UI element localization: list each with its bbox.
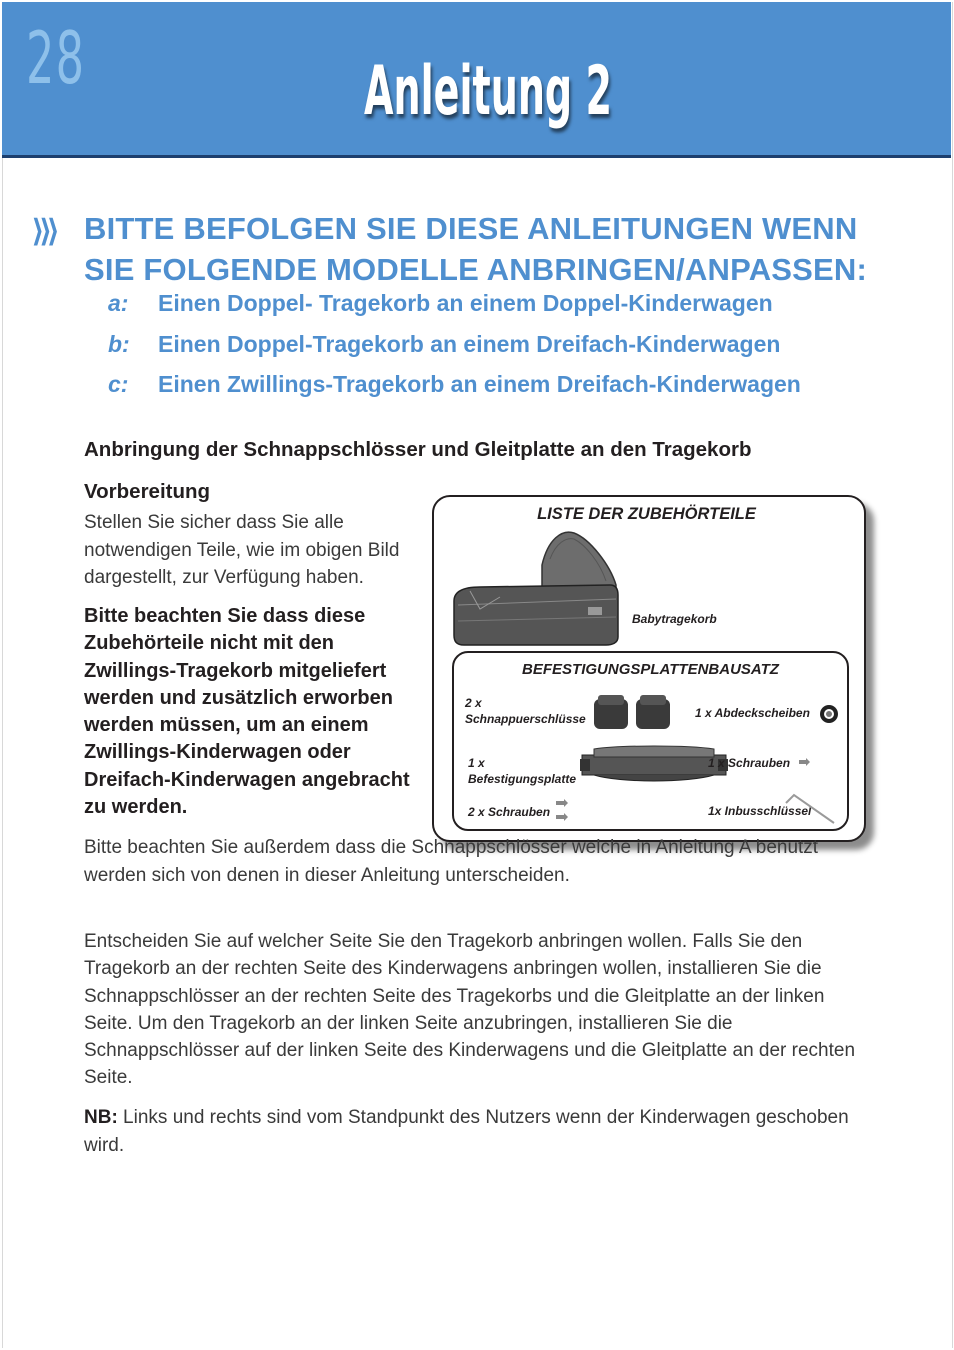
screws-icon	[554, 799, 570, 825]
cover-disc-icon	[818, 703, 840, 725]
list-item-letter: a:	[108, 290, 129, 316]
screw-single-label: 1 x Schrauben	[708, 756, 791, 770]
list-item	[108, 331, 801, 372]
list-item-letter: b:	[108, 330, 130, 357]
mounting-plate-quantity: 1 x	[468, 756, 485, 770]
parts-list-box	[432, 495, 866, 842]
list-item-text: Einen Zwillings-Tragekorb an einem Dreifach-Kinderwagen	[158, 371, 801, 397]
bassinet-label: Babytragekorb	[632, 612, 717, 626]
bassinet-illustration	[450, 525, 622, 647]
hex-key-label: 1x Inbusschlüssel	[708, 804, 812, 818]
snap-lock-illustration	[592, 693, 676, 733]
list-item-text: Einen Doppel-Tragekorb an einem Dreifach-Kinderwagen	[158, 330, 781, 357]
nb-text: Links und rechts sind vom Standpunkt des Nutzers wenn der Kinderwagen geschoben wird.	[84, 1107, 849, 1156]
purchase-notice: Bitte beachten Sie dass diese Zubehörteile nicht mit den Zwillings-Tragekorb mitgeliefert werden und zusätzlich erworben werden müssen, um an einem Zwillings-Kinderwagen oder Dreifach-Kinderwagen angebracht zu werden.	[84, 605, 410, 819]
parts-list-title: LISTE DER ZUBEHÖRTEILE	[537, 505, 756, 523]
header-divider	[2, 155, 951, 158]
mounting-plate-label: Befestigungsplatte	[468, 772, 577, 786]
snap-lock-quantity: 2 x	[465, 696, 482, 710]
section-heading: Anbringung der Schnappschlösser und Gleitplatte an den Tragekorb	[84, 438, 752, 461]
page-number: 28	[26, 16, 86, 100]
snap-lock-difference-text: Bitte beachten Sie außerdem dass die Schnappschlösser welche in Anleitung A benutzt werden sich von denen in dieser Anleitung unterscheiden.	[84, 837, 819, 886]
list-item	[108, 290, 801, 331]
hex-key-icon	[784, 791, 840, 825]
mounting-plate-illustration	[580, 745, 728, 785]
screw-icon	[798, 757, 812, 769]
list-item-letter: c:	[108, 371, 129, 397]
screws-double-label: 2 x Schrauben	[468, 805, 551, 819]
preparation-heading: Vorbereitung	[84, 480, 211, 503]
list-item-text: Einen Doppel- Tragekorb an einem Doppel-Kinderwagen	[158, 290, 773, 316]
nb-label: NB:	[84, 1107, 118, 1128]
page-title: Anleitung 2	[364, 52, 612, 131]
mounting-kit-box	[452, 651, 849, 831]
list-item	[108, 371, 801, 412]
main-heading: BITTE BEFOLGEN SIE DIESE ANLEITUNGEN WENN SIE FOLGENDE MODELLE ANBRINGEN/ANPASSEN:	[84, 211, 868, 287]
cover-disc-label: 1 x Abdeckscheiben	[695, 706, 810, 720]
nb-note	[84, 1104, 874, 1159]
model-list	[108, 290, 801, 412]
side-selection-text: Entscheiden Sie auf welcher Seite Sie den Tragekorb anbringen wollen. Falls Sie den Tragekorb an der rechten Seite des Kinderwagens anbringen wollen, installieren Sie die Schnappschlösser an der rechten Seite des Tragekorbs und die Gleitplatte an der linken Seite. Um den Tragekorb an der linken Seite anzubringen, installieren Sie die Schnappschlösser auf der linken Seite des Kinderwagens und die Gleitplatte an der rechten Seite.	[84, 931, 856, 1089]
preparation-text: Stellen Sie sicher dass Sie alle notwendigen Teile, wie im obigen Bild dargestellt, zur Verfügung haben.	[84, 512, 400, 588]
mounting-kit-title: BEFESTIGUNGSPLATTENBAUSATZ	[522, 661, 779, 678]
chevron-icon: ⟩⟩⟩	[32, 215, 56, 248]
snap-lock-label: Schnappuerschlüsse	[465, 712, 586, 726]
